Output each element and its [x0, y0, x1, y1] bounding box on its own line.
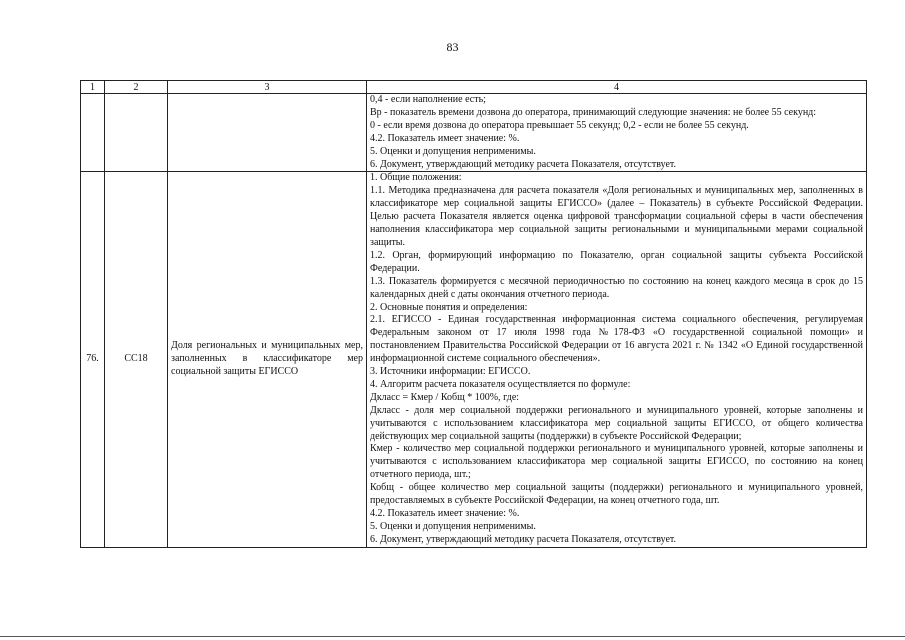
method-line: 2.1. ЕГИССО - Единая государственная информационная система социального обеспечения, регулируемая Федеральным законом от 17 июля 1998 года №178-ФЗ «О государственной социальной помощи» и постановлением Правительства Российской Федерации от 16 августа 2021 г. № 1342 «О Единой государственной информационной системе социального обеспечения». [370, 314, 863, 365]
method-line: Вр - показатель времени дозвона до оператора, принимающий следующие значения: не более 55 секунд: [370, 106, 817, 118]
method-line: 4. Алгоритм расчета показателя осуществляется по формуле: [370, 378, 631, 390]
method-line: 2. Основные понятия и определения: [370, 301, 528, 313]
indicator-name: Доля региональных и муниципальных мер, заполненных в классификаторе мер социальной защиты ЕГИССО [168, 172, 367, 547]
method-line: 1.2. Орган, формирующий информацию по Показателю, орган социальной защиты субъекта Российской Федерации. [370, 249, 863, 274]
header-col-3: 3 [168, 81, 367, 94]
method-line: 6. Документ, утверждающий методику расчета Показателя, отсутствует. [370, 158, 677, 170]
method-line: 5. Оценки и допущения неприменимы. [370, 145, 536, 157]
method-line: 4.2. Показатель имеет значение: %. [370, 132, 520, 144]
header-col-1: 1 [81, 81, 105, 94]
scan-edge-rule [0, 636, 905, 637]
header-col-2: 2 [105, 81, 168, 94]
table-header-row [81, 81, 867, 94]
formula-line: Дкласс = Кмер / Кобщ * 100%, где: [370, 391, 520, 403]
page-number: 83 [446, 40, 459, 54]
method-line: Кмер - количество мер социальной поддержки регионального и муниципального уровней, которые заполнены и учитываются с использованием классификатора мер социальной защиты ЕГИССО, по состоянию на конец отчетного периода, шт.; [370, 443, 863, 481]
method-line: 0 - если время дозвона до оператора превышает 55 секунд; 0,2 - если не более 55 секунд. [370, 119, 749, 131]
method-line: 1.1. Методика предназначена для расчета показателя «Доля региональных и муниципальных мер, заполненных в классификаторе мер социальной защиты ЕГИССО» (далее – Показатель) в субъекте Российской Федерации. Целью расчета Показателя является оценка цифровой трансформации социальной сферы в части обеспечения наполнения классификатора мер социальной защиты региональными и муниципальными мерами социальной защиты. [370, 185, 863, 248]
row-number: 76. [81, 172, 105, 547]
row1-method-cell [367, 94, 867, 172]
table-row-continuation [81, 94, 867, 172]
method-line: 1. Общие положения: [370, 172, 462, 184]
method-line: 5. Оценки и допущения неприменимы. [370, 520, 536, 532]
method-line: 1.3. Показатель формируется с месячной периодичностью по состоянию на конец каждого месяца в срок до 15 календарных дней с даты окончания отчетного периода. [370, 275, 863, 300]
indicator-code: СС18 [105, 172, 168, 547]
method-line: 6. Документ, утверждающий методику расчета Показателя, отсутствует. [370, 533, 677, 545]
row2-method-cell [367, 172, 867, 547]
method-line: 4.2. Показатель имеет значение: %. [370, 508, 520, 519]
method-line: Кобщ - общее количество мер социальной защиты (поддержки) регионального и муниципального уровней, предоставляемых в субъекте Российской Федерации, на конец отчетного года, шт. [370, 482, 863, 507]
row1-num-cell [81, 94, 105, 172]
method-line: 3. Источники информации: ЕГИССО. [370, 366, 531, 378]
header-col-4: 4 [367, 81, 867, 94]
row1-code-cell [105, 94, 168, 172]
methodology-table [80, 80, 867, 548]
method-line: 0,4 - если наполнение есть; [370, 94, 486, 105]
table-row-76 [81, 172, 867, 547]
row1-name-cell [168, 94, 367, 172]
method-line: Дкласс - доля мер социальной поддержки регионального и муниципального уровней, которые заполнены и учитываются с использованием классификатора мер социальной защиты ЕГИССО, от общего количества действующих мер социальной защиты (поддержки) в субъекте Российской Федерации; [370, 404, 863, 442]
